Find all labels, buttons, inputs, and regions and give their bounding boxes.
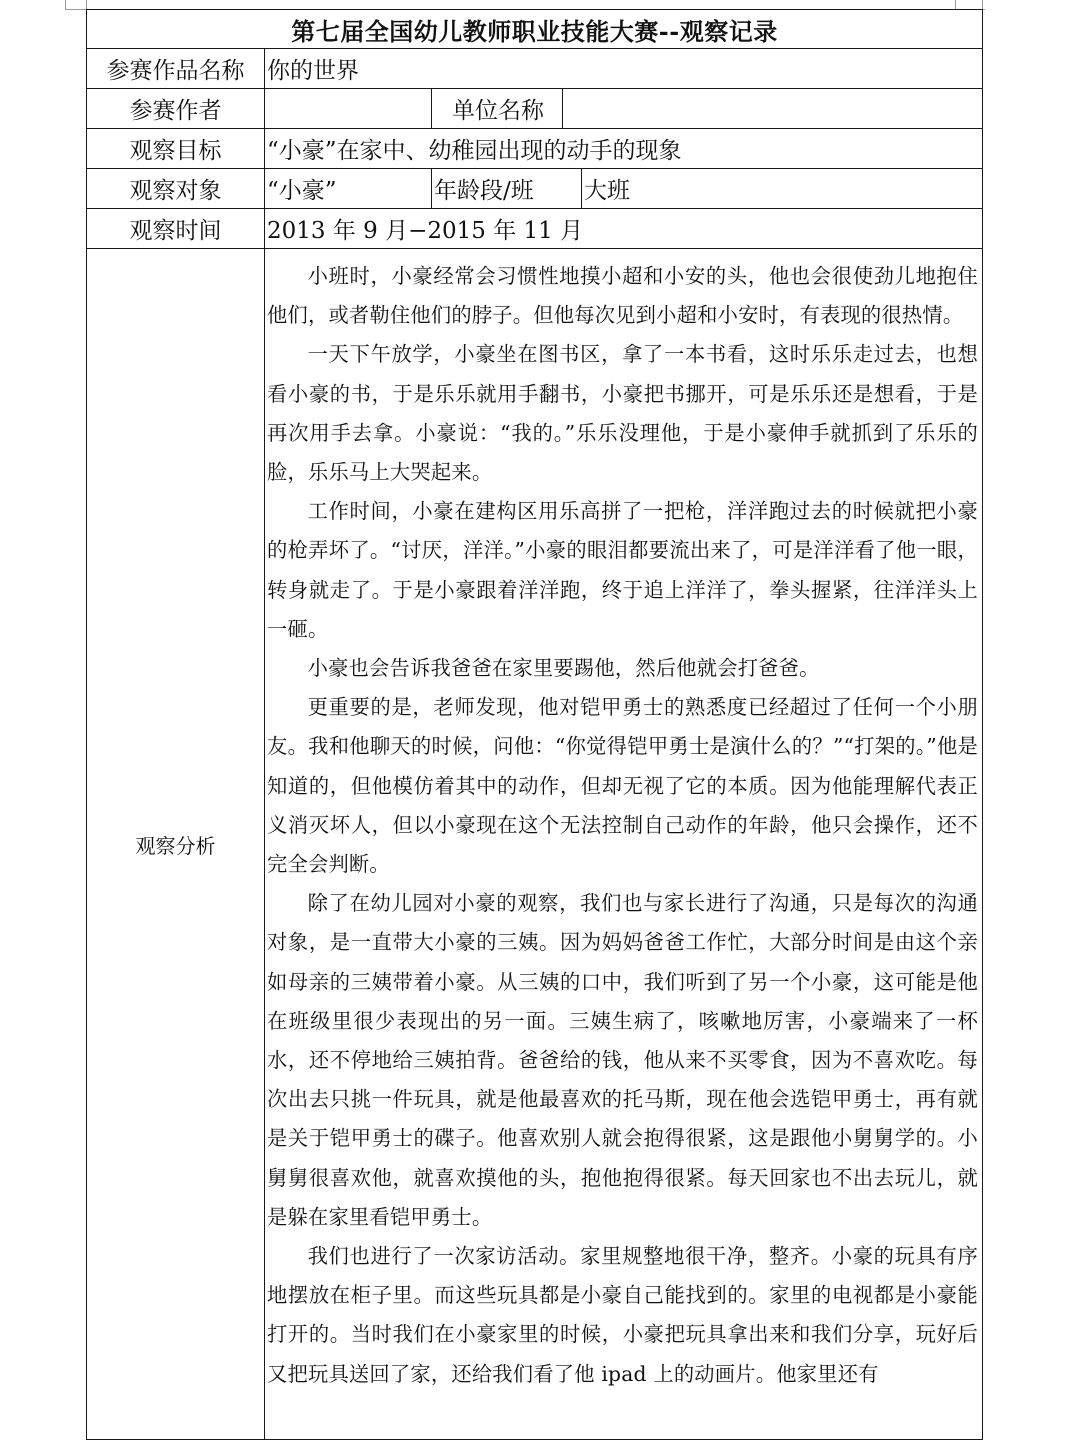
author-value (265, 89, 432, 129)
unit-name-value (563, 89, 983, 129)
analysis-paragraph: 我们也进行了一次家访活动。家里规整地很干净，整齐。小豪的玩具有序地摆放在柜子里。而这些玩具都是小豪自己能找到的。家里的电视都是小豪能打开的。当时我们在小豪家里的时候，小豪把玩具拿出来和我们分享，玩好后又把玩具送回了家，还给我们看了他 ipad 上的动画片。他家里还有 (267, 1244, 978, 1386)
author-label: 参赛作者 (87, 89, 265, 129)
analysis-label: 观察分析 (87, 249, 265, 1440)
analysis-paragraph: 一天下午放学，小豪坐在图书区，拿了一本书看，这时乐乐走过去，也想看小豪的书，于是乐乐就用手翻书，小豪把书挪开，可是乐乐还是想看，于是再次用手去拿。小豪说：“我的。”乐乐没理他，于是小豪伸手就抓到了乐乐的脸，乐乐马上大哭起来。 (267, 342, 978, 485)
work-name-label: 参赛作品名称 (87, 49, 265, 89)
unit-name-label: 单位名称 (432, 89, 563, 129)
time-value: 2013 年 9 月−2015 年 11 月 (265, 209, 983, 249)
time-label: 观察时间 (87, 209, 265, 249)
analysis-paragraph: 小班时，小豪经常会习惯性地摸小超和小安的头，他也会很使劲儿地抱住他们，或者勒住他们的脖子。但他每次见到小超和小安时，有表现的很热情。 (267, 264, 978, 328)
analysis-paragraph: 除了在幼儿园对小豪的观察，我们也与家长进行了沟通，只是每次的沟通对象，是一直带大小豪的三姨。因为妈妈爸爸工作忙，大部分时间是由这个亲如母亲的三姨带着小豪。从三姨的口中，我们听到了另一个小豪，这可能是他在班级里很少表现出的另一面。三姨生病了，咳嗽地厉害，小豪端来了一杯水，还不停地给三姨拍背。爸爸给的钱，他从来不买零食，因为不喜欢吃。每次出去只挑一件玩具，就是他最喜欢的托马斯，现在他会选铠甲勇士，再有就是关于铠甲勇士的碟子。他喜欢别人就会抱得很紧，这是跟他小舅舅学的。小舅舅很喜欢他，就喜欢摸他的头，抱他抱得很紧。每天回家也不出去玩儿，就是躲在家里看铠甲勇士。 (267, 891, 978, 1229)
subject-label: 观察对象 (87, 169, 265, 209)
analysis-body (265, 249, 983, 1440)
document-title: 第七届全国幼儿教师职业技能大赛--观察记录 (87, 10, 983, 49)
analysis-paragraph: 小豪也会告诉我爸爸在家里要踢他，然后他就会打爸爸。 (307, 656, 820, 681)
page-corner-tick (65, 0, 66, 10)
age-class-label: 年龄段/班 (432, 169, 582, 209)
work-name-value: 你的世界 (265, 49, 983, 89)
goal-value: “小豪”在家中、幼稚园出现的动手的现象 (265, 129, 983, 169)
subject-value: “小豪” (265, 169, 432, 209)
goal-label: 观察目标 (87, 129, 265, 169)
age-class-value: 大班 (582, 169, 983, 209)
analysis-paragraph: 工作时间，小豪在建构区用乐高拼了一把枪，洋洋跑过去的时候就把小豪的枪弄坏了。“讨厌，洋洋。”小豪的眼泪都要流出来了，可是洋洋看了他一眼，转身就走了。于是小豪跟着洋洋跑，终于追上洋洋了，拳头握紧，往洋洋头上一砸。 (267, 499, 978, 641)
analysis-paragraph: 更重要的是，老师发现，他对铠甲勇士的熟悉度已经超过了任何一个小朋友。我和他聊天的时候，问他：“你觉得铠甲勇士是演什么的？”“打架的。”他是知道的，但他模仿着其中的动作，但却无视了它的本质。因为他能理解代表正义消灭坏人，但以小豪现在这个无法控制自己动作的年龄，他只会操作，还不完全会判断。 (267, 695, 978, 877)
observation-record-table (86, 9, 983, 1440)
